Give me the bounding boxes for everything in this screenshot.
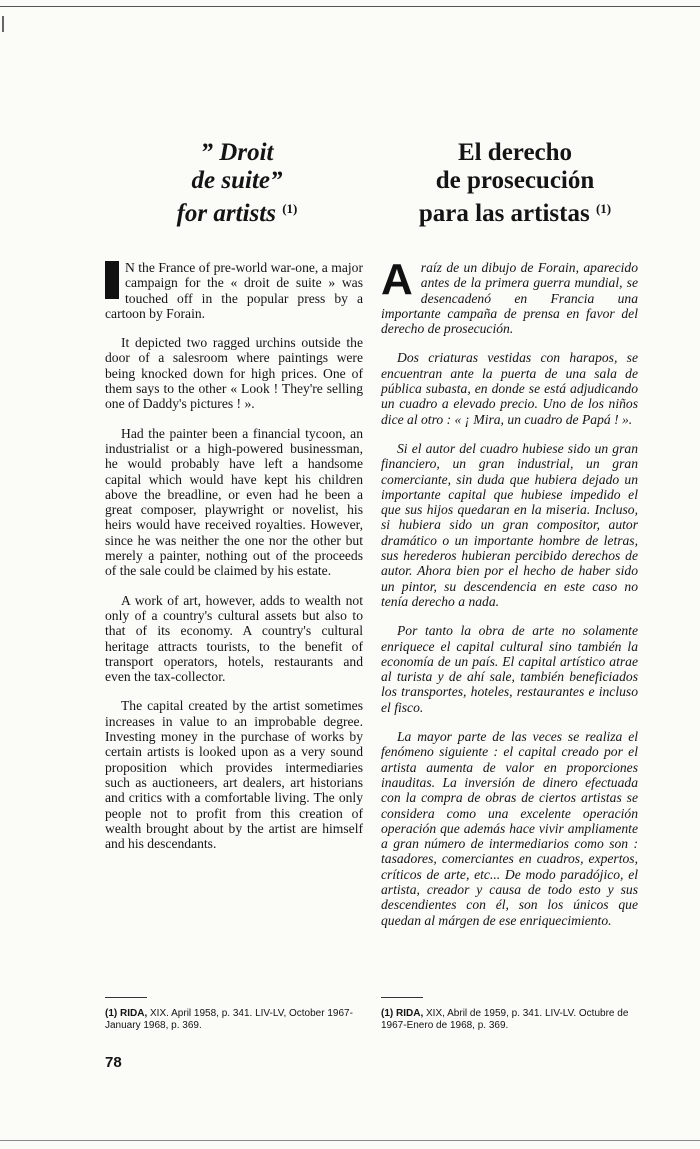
english-paragraph-4: A work of art, however, adds to wealth not only of a country's cultural assets but also to that of its economy. A country's cultural heritage attracts tourists, to the benefit of transport operators, hotels, restaurants and even the tax-collector.: [105, 592, 363, 685]
english-paragraph-5: The capital created by the artist sometimes increases in value to an improbable degree. Investing money in the purchase of works by certain artists is looked upon as a very sound proposition which provides intermediaries such as auctioneers, art dealers, art historians and critics with a comfortable living. The only people not to profit from this creation of wealth brought about by the artist are himself and his descendants.: [105, 698, 363, 852]
english-paragraph-3: Had the painter been a financial tycoon, an industrialist or a high-powered businessman, he would probably have left a handsome capital which would have kept his children above the breadline, or even had he been a great composer, playwright or novelist, his heirs would have received royalties. However, since he was neither the one nor the other but merely a painter, nothing out of the proceeds of the sale could be claimed by his estate.: [105, 425, 363, 579]
english-title-line-3: for artists: [176, 199, 276, 227]
page-number: 78: [105, 1054, 122, 1071]
spanish-paragraph-4: Por tanto la obra de arte no solamente enriquece el capital cultural sino también la economía de un país. El capital artístico atrae al turista y de ahí sale, también beneficiados los transportes, hoteles, restaurantes e incluso el fisco.: [381, 623, 638, 715]
english-paragraph-2: It depicted two ragged urchins outside the door of a salesroom where paintings were being knocked down for high prices. One of them says to the other « Look ! They're selling one of Daddy's pictures ! ».: [105, 335, 363, 412]
bottom-border-line: [0, 1140, 700, 1141]
spanish-paragraph-2: Dos criaturas vestidas con harapos, se encuentran ante la puerta de una sala de pública subasta, en donde se está adjudicando un cuadro a elevado precio. Uno de los niños dice al otro : « ¡ Mira, un cuadro de Papá ! ».: [381, 350, 638, 427]
english-article-body: [105, 260, 363, 865]
spanish-title: [400, 139, 630, 228]
spanish-paragraph-3: Si el autor del cuadro hubiese sido un gran financiero, un gran industrial, un gran comerciante, sin duda que hubiera dejado un importante capital que hubiese impedido el que sus hijos quedaran en la miseria. Incluso, si hubiera sido un gran compositor, autor dramático o un importante hombre de letras, sus herederos hubieran percibido derechos de autor. Ahora bien por el hecho de haber sido un pintor, su descendencia en este caso no tenía derecho a nada.: [381, 440, 638, 609]
spanish-title-line-1: El derecho: [457, 138, 573, 166]
margin-mark: [2, 16, 4, 32]
english-paragraph-1: [105, 260, 363, 321]
spanish-footnote-ref: (1) RIDA,: [381, 1008, 424, 1019]
english-title-footnote-marker: (1): [282, 200, 298, 216]
english-footnote-text: XIX. April 1958, p. 341. LIV-LV, October 1967-January 1968, p. 369.: [105, 1008, 353, 1031]
english-drop-cap: [105, 261, 119, 299]
spanish-drop-cap: A: [381, 255, 413, 304]
spanish-paragraph-1-text: raíz de un dibujo de Forain, aparecido antes de la primera guerra mundial, se desencadenó en Francia una importante campaña de prensa en favor del derecho de prosecución.: [381, 260, 638, 337]
spanish-article-body: [381, 255, 638, 942]
english-footnote-rule: [105, 997, 147, 998]
spanish-footnote-rule: [381, 997, 423, 998]
spanish-paragraph-1: [381, 255, 638, 337]
spanish-title-footnote-marker: (1): [595, 200, 612, 216]
spanish-paragraph-5: La mayor parte de las veces se realiza el fenómeno siguiente : el capital creado por el artista aumenta de valor en proporciones inauditas. La inversión de dinero efectuada con la compra de obras de ciertos artistas se considera como una excelente operación operación que además hace vivir ampliamente a gran número de intermediarios como son : tasadores, comerciantes en cuadros, expertos, críticos de arte, etc... De modo paradójico, el artista, creador y causa de todo esto y sus descendientes con él, son los únicos que quedan al márgen de ese enriquecimiento.: [381, 729, 638, 928]
top-border-line: [0, 6, 700, 7]
english-title: [112, 139, 362, 228]
spanish-title-line-3: para las artistas: [418, 199, 590, 227]
english-title-line-2: de suite”: [191, 166, 283, 194]
spanish-title-line-2: de prosecución: [435, 166, 595, 194]
english-footnote: [105, 1008, 363, 1032]
spanish-footnote: [381, 1008, 638, 1032]
english-title-line-1: ” Droit: [200, 138, 274, 166]
english-footnote-ref: (1) RIDA,: [105, 1008, 148, 1019]
spanish-footnote-text: XIX, Abril de 1959, p. 341. LIV-LV. Octubre de 1967-Enero de 1968, p. 369.: [381, 1008, 629, 1031]
english-paragraph-1-text: N the France of pre-world war-one, a major campaign for the « droit de suite » was touched off in the popular press by a cartoon by Forain.: [105, 260, 363, 321]
